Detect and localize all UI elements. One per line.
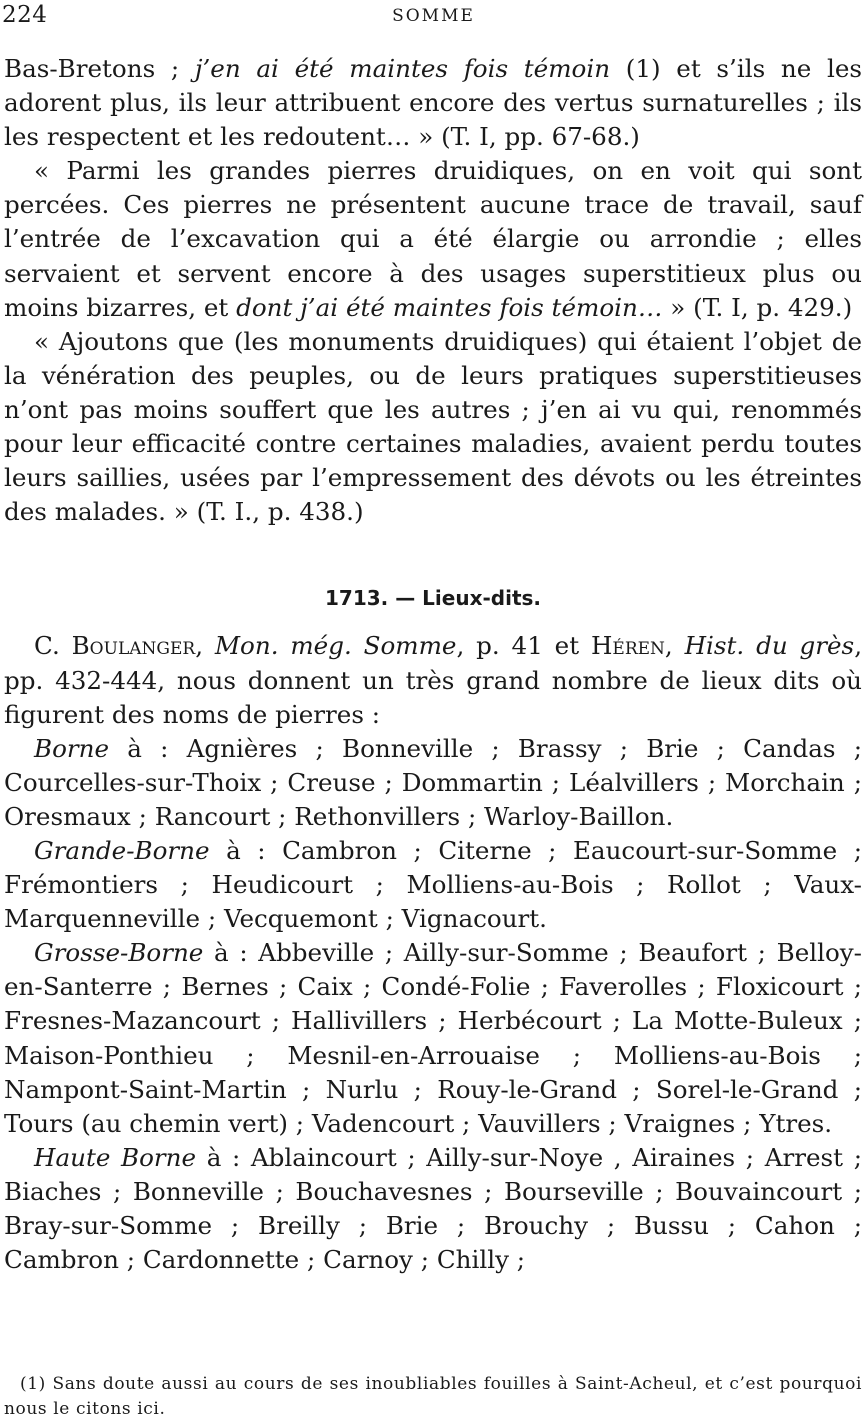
entry-grosse-borne [4, 936, 862, 1141]
author-name: Héren [590, 631, 665, 661]
entry-term: Grande-Borne [34, 835, 210, 865]
paragraph-1 [4, 52, 862, 154]
work-title: Mon. még. Somme [214, 631, 457, 661]
work-title: Hist. du grès [684, 631, 855, 661]
italic-quote: j’en ai été maintes fois témoin [194, 54, 611, 83]
entry-term: Haute Borne [34, 1142, 197, 1172]
spacer [4, 615, 862, 629]
entry-haute-borne [4, 1141, 862, 1277]
page-header [0, 2, 867, 32]
text-run: « Parmi les grandes pierres druidiques, on en voit qui sont percées. Ces pierres ne présentent aucune trace de travail, sauf l’entrée de l’excavation qui a été élargie ou arrondie ; elles servaient et servent encore à des usages superstitieux plus ou moins bizarres, et [4, 156, 862, 322]
section-heading: 1713. — Lieux-dits. [324, 586, 542, 611]
entry-grande-borne [4, 834, 862, 936]
text-run: , pp. 432-444, nous donnent un très grand nombre de lieux dits où figurent des noms de pierres : [4, 631, 863, 729]
footnote: (1) Sans doute aussi au cours de ses inoubliables fouilles à Saint-Acheul, et c’est pourquoi nous le citons ici. [4, 1374, 862, 1419]
text-run: C. [34, 631, 72, 661]
entry-term: Grosse-Borne [34, 938, 204, 968]
entry-places: à : Abbeville ; Ailly-sur-Somme ; Beaufort ; Belloy-en-Santerre ; Bernes ; Caix ; Condé-Folie ; Faverolles ; Floxicourt ; Fresnes-Mazancourt ; Hallivillers ; Herbécourt ; La Motte-Buleux ; Maison-Ponthieu ; Mesnil-en-Arrouaise ; Molliens-au-Bois ; Nampont-Saint-Martin ; Nurlu ; Rouy-le-Grand ; Sorel-le-Grand ; Tours (au chemin vert) ; Vadencourt ; Vauvillers ; Vraignes ; Ytres. [4, 938, 862, 1138]
italic-quote: dont j’ai été maintes fois témoin… [236, 292, 663, 322]
paragraph-4 [4, 629, 862, 731]
text-run: , [664, 631, 685, 661]
text-run: Bas-Bretons ; [4, 54, 195, 83]
entry-places: à : Ablaincourt ; Ailly-sur-Noye , Airaines ; Arrest ; Biaches ; Bonneville ; Bouchavesnes ; Bourseville ; Bouvaincourt ; Bray-sur-Somme ; Breilly ; Brie ; Brouchy ; Bussu ; Cahon ; Cambron ; Cardonnette ; Carnoy ; Chilly ; [4, 1142, 862, 1275]
text-run: , p. 41 et [456, 631, 591, 661]
running-title: SOMME [392, 6, 475, 26]
text-run: » (T. I, p. 429.) [662, 292, 853, 322]
body-text [4, 52, 862, 1277]
text-run: , [195, 631, 215, 661]
entry-places: à : Agnières ; Bonneville ; Brassy ; Brie ; Candas ; Courcelles-sur-Thoix ; Creuse ; Dommartin ; Léalvillers ; Morchain ; Oresmaux ; Rancourt ; Rethonvillers ; Warloy-Baillon. [4, 733, 862, 831]
spacer [4, 529, 862, 581]
text-run: (1) et s’ils ne les adorent plus, ils leur attribuent encore des vertus surnaturelles ; ils les respectent et les redoutent… » (T. I, pp. 67-68.) [4, 54, 862, 152]
paragraph-3: « Ajoutons que (les monuments druidiques) qui étaient l’objet de la vénération des peuples, ou de leurs pratiques superstitieuses n’ont pas moins souffert que les autres ; j’en ai vu qui, renommés pour leur efficacité contre certaines maladies, avaient perdu toutes leurs saillies, usées par l’empressement des dévots ou les étreintes des malades. » (T. I., p. 438.) [4, 326, 862, 527]
entry-borne [4, 732, 862, 834]
page-number: 224 [2, 2, 48, 28]
entry-term: Borne [34, 733, 110, 763]
entry-places: à : Cambron ; Citerne ; Eaucourt-sur-Somme ; Frémontiers ; Heudicourt ; Molliens-au-Bois ; Rollot ; Vaux-Marquenneville ; Vecquemont ; Vignacourt. [4, 835, 862, 934]
paragraph-2 [4, 154, 862, 324]
author-name: Boulanger [71, 631, 196, 661]
